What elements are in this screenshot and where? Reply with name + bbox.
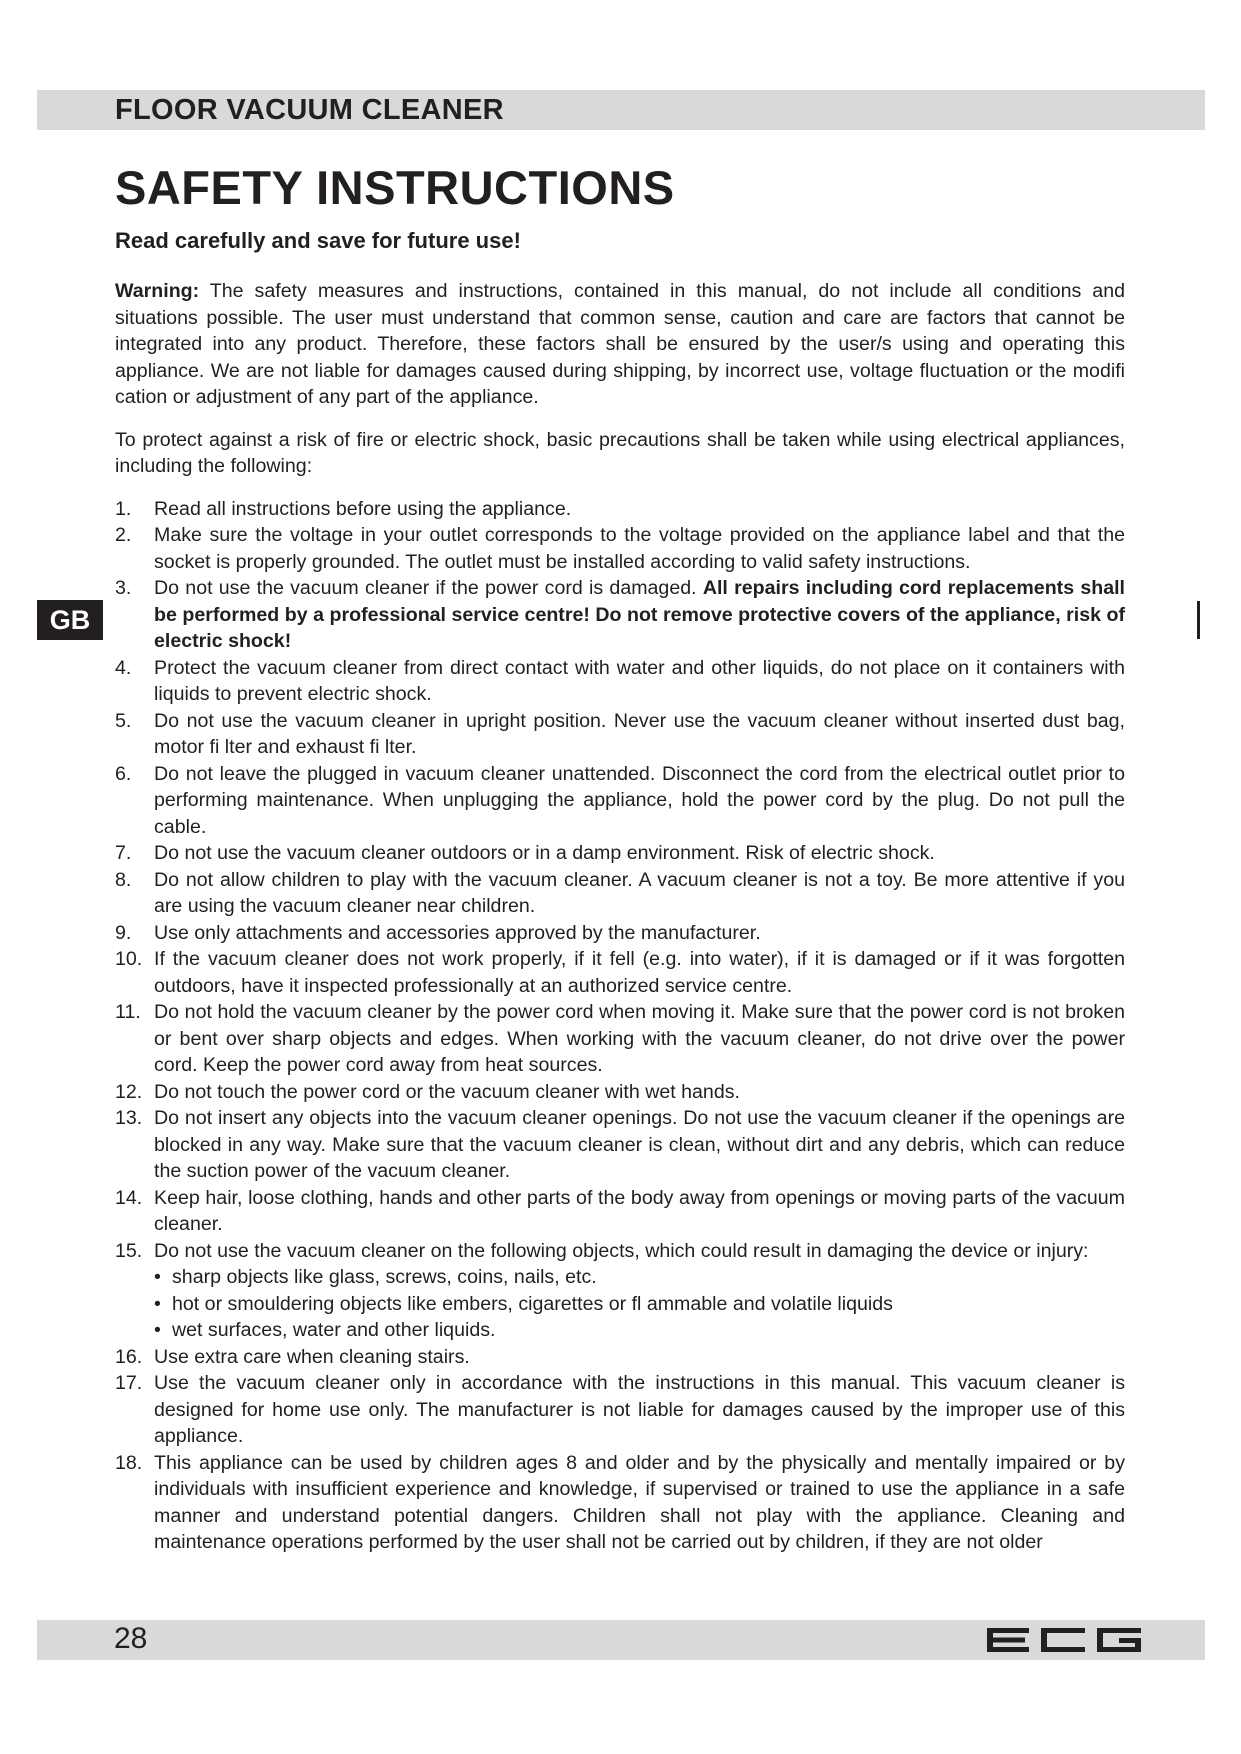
item-text: Do not allow children to play with the vacuum cleaner. A vacuum cleaner is not a toy. Be more attentive if you are using the vacuum cleaner near children. <box>154 868 1125 917</box>
item-number: 9. <box>115 921 132 944</box>
item-number: 13. <box>115 1107 143 1129</box>
item-text: Do not hold the vacuum cleaner by the power cord when moving it. Make sure that the power cord is not broken or bent over sharp objects and edges. When working with the vacuum cleaner, do not drive over the power cord. Keep the power cord away from heat sources. <box>154 1001 1125 1076</box>
item-number: 4. <box>115 656 132 679</box>
page-title: SAFETY INSTRUCTIONS <box>115 161 675 214</box>
item-number: 12. <box>115 1080 143 1103</box>
instruction-item <box>115 1450 1125 1556</box>
item-text: Use extra care when cleaning stairs. <box>154 1345 470 1368</box>
instruction-item <box>115 867 1125 920</box>
item-number: 10. <box>115 948 143 970</box>
instruction-item <box>115 946 1125 999</box>
product-title: FLOOR VACUUM CLEANER <box>115 94 504 126</box>
instruction-list <box>115 496 1125 1556</box>
item-number: 15. <box>115 1239 143 1262</box>
item-text: Do not leave the plugged in vacuum cleaner unattended. Disconnect the cord from the electrical outlet prior to performing maintenance. When unplugging the appliance, hold the power cord by the plug. Do not pull the cable. <box>154 762 1125 838</box>
item-number: 17. <box>115 1372 143 1394</box>
item-text: Do not use the vacuum cleaner if the power cord is damaged. <box>154 577 703 599</box>
instruction-item <box>115 1185 1125 1238</box>
item-number: 14. <box>115 1186 143 1209</box>
margin-marker <box>1197 601 1200 639</box>
item-text: If the vacuum cleaner does not work properly, if it fell (e.g. into water), if it is damaged or if it was forgotten outdoors, have it inspected professionally at an authorized service centre. <box>154 948 1125 997</box>
bullet-item: • hot or smouldering objects like embers, cigarettes or fl ammable and volatile liquids <box>154 1291 1125 1318</box>
item-text: Use only attachments and accessories approved by the manufacturer. <box>154 921 761 944</box>
item-text: This appliance can be used by children ages 8 and older and by the physically and mentally impaired or by individuals with insufficient experience and knowledge, if supervised or trained to use the appliance in a safe manner and understand potential dangers. Children shall not play with the appliance. Cleaning and maintenance operations performed by the user shall not be carried out by children, if they are not older <box>154 1451 1125 1553</box>
instruction-item <box>115 522 1125 575</box>
instruction-item <box>115 999 1125 1079</box>
item-text: Do not use the vacuum cleaner on the following objects, which could result in damaging the device or injury: <box>154 1239 1089 1262</box>
item-number: 5. <box>115 709 132 732</box>
footer-bar <box>37 1620 1205 1660</box>
item-text: Make sure the voltage in your outlet corresponds to the voltage provided on the appliance label and that the socket is properly grounded. The outlet must be installed according to valid safety instructions. <box>154 524 1125 573</box>
instruction-item <box>115 840 1125 867</box>
item-text: Protect the vacuum cleaner from direct contact with water and other liquids, do not place on it containers with liquids to prevent electric shock. <box>154 656 1125 705</box>
instruction-item <box>115 920 1125 947</box>
instruction-item <box>115 761 1125 841</box>
item-text: Do not use the vacuum cleaner in upright position. Never use the vacuum cleaner without inserted dust bag, motor fi lter and exhaust fi lter. <box>154 709 1125 758</box>
item-number: 11. <box>115 1001 141 1023</box>
instruction-item <box>115 496 1125 523</box>
instruction-item <box>115 1238 1125 1344</box>
header-bar <box>37 90 1205 130</box>
item-number: 1. <box>115 497 132 520</box>
bullet-item: • sharp objects like glass, screws, coins, nails, etc. <box>154 1264 1125 1291</box>
warning-label: Warning: <box>115 280 200 302</box>
item-number: 16. <box>115 1345 143 1368</box>
item-text: Use the vacuum cleaner only in accordance with the instructions in this manual. This vacuum cleaner is designed for home use only. The manufacturer is not liable for damages caused by the improper use of this appliance. <box>154 1372 1125 1447</box>
item-text: Do not touch the power cord or the vacuum cleaner with wet hands. <box>154 1080 740 1103</box>
warning-text: The safety measures and instructions, contained in this manual, do not include all conditions and situations possible. The user must understand that common sense, caution and care are factors that cannot be integrated into any product. Therefore, these factors shall be ensured by the user/s using and operating this appliance. We are not liable for damages caused during shipping, by incorrect use, voltage fluctuation or the modifi cation or adjustment of any part of the appliance. <box>115 280 1125 408</box>
item-number: 2. <box>115 524 132 546</box>
item-bold-text: All repairs including cord replacements shall be performed by a professional service centre! Do not remove protective covers of the appliance, risk of electric shock! <box>154 577 1125 652</box>
item-number: 3. <box>115 577 132 599</box>
subtitle: Read carefully and save for future use! <box>115 228 521 253</box>
instruction-item <box>115 655 1125 708</box>
intro-paragraph: To protect against a risk of fire or electric shock, basic precautions shall be taken while using electrical appliances, including the following: <box>115 428 1125 477</box>
content <box>115 278 1125 1556</box>
item-text: Do not use the vacuum cleaner outdoors or in a damp environment. Risk of electric shock. <box>154 842 935 864</box>
bullet-item: • wet surfaces, water and other liquids. <box>154 1317 1125 1344</box>
page-number: 28 <box>114 1622 148 1655</box>
instruction-item <box>115 1079 1125 1106</box>
item-number: 7. <box>115 842 132 864</box>
item-number: 18. <box>115 1451 143 1474</box>
instruction-item <box>115 1105 1125 1185</box>
instruction-item <box>115 575 1125 655</box>
item-number: 8. <box>115 868 132 891</box>
item-number: 6. <box>115 762 132 785</box>
item-text: Keep hair, loose clothing, hands and other parts of the body away from openings or moving parts of the vacuum cleaner. <box>154 1186 1125 1235</box>
instruction-item <box>115 1344 1125 1371</box>
bullet-list <box>154 1264 1125 1344</box>
item-text: Read all instructions before using the appliance. <box>154 497 572 520</box>
item-text: Do not insert any objects into the vacuum cleaner openings. Do not use the vacuum cleaner if the openings are blocked in any way. Make sure that the vacuum cleaner is clean, without dirt and any debris, which can reduce the suction power of the vacuum cleaner. <box>154 1107 1125 1182</box>
ecg-logo <box>985 1624 1145 1656</box>
warning-paragraph <box>115 278 1125 411</box>
instruction-item <box>115 1370 1125 1450</box>
language-tab: GB <box>37 600 103 640</box>
instruction-item <box>115 708 1125 761</box>
